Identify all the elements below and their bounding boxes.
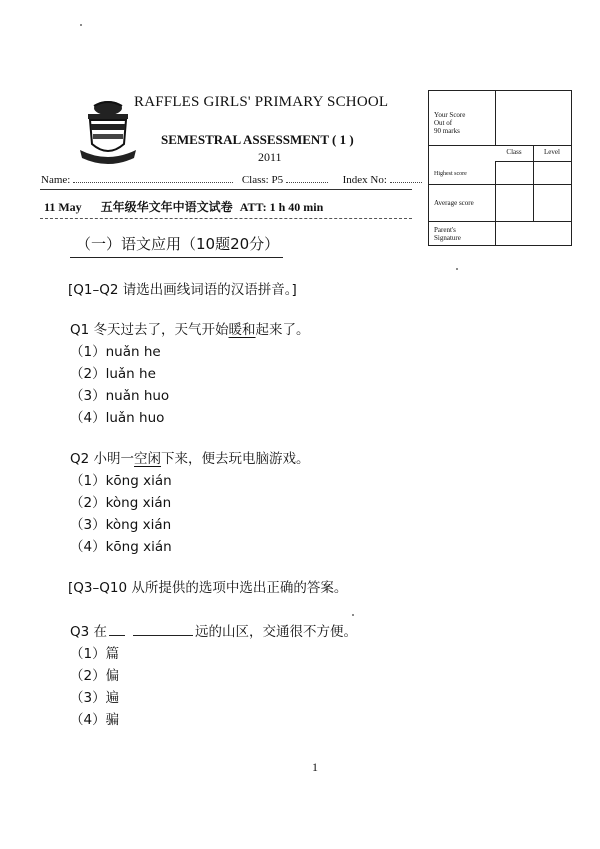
name-field[interactable] bbox=[73, 172, 233, 183]
header-divider bbox=[40, 189, 412, 190]
section-underline bbox=[70, 257, 283, 258]
instruction-q1-q2: [Q1–Q2 请选出画线词语的汉语拼音。] bbox=[68, 282, 297, 298]
q1-suffix: 起来了。 bbox=[255, 322, 310, 338]
q1-option-2[interactable]: （2）luǎn he bbox=[70, 366, 156, 382]
out-of-label: Out of bbox=[434, 119, 453, 127]
your-score-label: Your Score bbox=[434, 111, 466, 119]
q1-underlined-word: 暖和 bbox=[228, 322, 256, 338]
q3-blank[interactable] bbox=[109, 625, 125, 636]
section-title: （一）语文应用（10题20分） bbox=[76, 235, 280, 253]
q2-suffix: 下来，便去玩电脑游戏。 bbox=[161, 451, 310, 467]
q1-option-4[interactable]: （4）luǎn huo bbox=[70, 410, 165, 426]
student-fields bbox=[41, 172, 422, 186]
school-crest-icon bbox=[78, 98, 138, 168]
level-column-header: Level bbox=[533, 145, 571, 162]
paper-time: ATT: 1 h 40 min bbox=[239, 200, 324, 214]
paper-date: 11 May bbox=[44, 200, 82, 214]
page-number: 1 bbox=[312, 760, 318, 774]
section-heading bbox=[76, 233, 279, 254]
signature-label: Signature bbox=[434, 234, 461, 242]
question-q2 bbox=[70, 447, 310, 467]
assessment-year: 2011 bbox=[258, 150, 282, 164]
question-q3 bbox=[70, 620, 357, 640]
class-label: Class: P5 bbox=[241, 174, 284, 186]
q1-option-1[interactable]: （1）nuǎn he bbox=[70, 344, 161, 360]
class-field[interactable] bbox=[286, 172, 328, 183]
paper-info-divider bbox=[40, 218, 412, 219]
q3-option-4[interactable]: （4）骗 bbox=[70, 712, 120, 728]
paper-info bbox=[44, 198, 339, 215]
q3-option-1[interactable]: （1）篇 bbox=[70, 646, 120, 662]
q3-suffix: 远的山区，交通很不方便。 bbox=[195, 624, 358, 640]
q2-option-3[interactable]: （3）kòng xián bbox=[70, 517, 172, 533]
q2-option-1[interactable]: （1）kōng xián bbox=[70, 473, 172, 489]
paper-title: 五年级华文年中语文试卷 bbox=[100, 200, 233, 214]
q2-option-2[interactable]: （2）kòng xián bbox=[70, 495, 172, 511]
assessment-title: SEMESTRAL ASSESSMENT ( 1 ) bbox=[161, 132, 354, 147]
q3-prefix: Q3 在 bbox=[70, 624, 108, 640]
q2-underlined-word: 空闲 bbox=[134, 451, 162, 467]
name-label: Name: bbox=[41, 174, 71, 186]
marks-label: 90 marks bbox=[434, 127, 460, 135]
question-q1 bbox=[70, 318, 310, 338]
parent-label: Parent's bbox=[434, 226, 456, 234]
average-score-label: Average score bbox=[434, 199, 474, 207]
index-field[interactable] bbox=[390, 172, 422, 183]
class-column-header: Class bbox=[495, 145, 534, 162]
score-box bbox=[428, 90, 572, 246]
q2-prefix: Q2 小明一 bbox=[70, 451, 135, 467]
school-name: RAFFLES GIRLS' PRIMARY SCHOOL bbox=[134, 94, 389, 110]
q1-prefix: Q1 冬天过去了，天气开始 bbox=[70, 322, 229, 338]
q2-option-4[interactable]: （4）kōng xián bbox=[70, 539, 172, 555]
instruction-q3-q10: [Q3–Q10 从所提供的选项中选出正确的答案。 bbox=[68, 580, 348, 596]
q3-blank-line[interactable] bbox=[133, 625, 193, 636]
index-label: Index No: bbox=[342, 174, 387, 186]
q1-option-3[interactable]: （3）nuǎn huo bbox=[70, 388, 170, 404]
q3-option-3[interactable]: （3）遍 bbox=[70, 690, 120, 706]
q3-option-2[interactable]: （2）偏 bbox=[70, 668, 120, 684]
highest-score-label: Highest score bbox=[434, 171, 467, 177]
